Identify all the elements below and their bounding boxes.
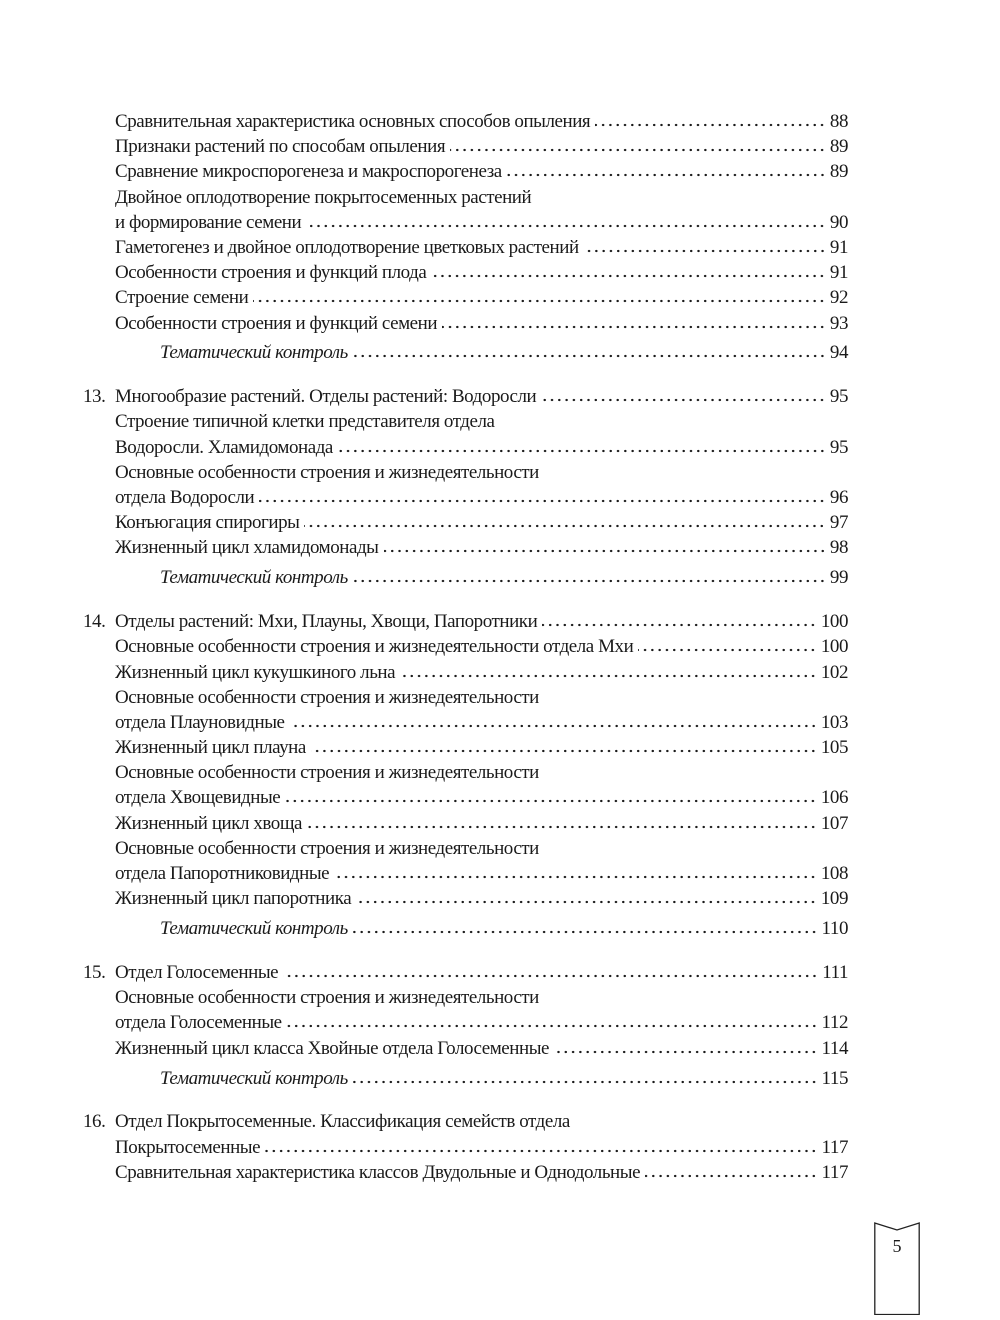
dot-leader	[353, 930, 818, 934]
toc-entry-title: Жизненный цикл кукушкиного льна	[115, 661, 396, 683]
dot-leader	[283, 974, 818, 978]
toc-page-number: 105	[820, 737, 848, 759]
toc-entry-line	[83, 1010, 848, 1035]
dot-leader	[554, 1050, 818, 1054]
toc-entry-line	[83, 685, 848, 710]
dot-leader	[353, 354, 826, 358]
toc-page-number: 97	[829, 512, 848, 534]
dot-leader	[338, 449, 826, 453]
dot-leader	[253, 299, 826, 303]
dot-leader	[541, 398, 826, 402]
toc-entry-line	[83, 409, 848, 434]
dot-leader	[384, 549, 826, 553]
dot-leader	[542, 623, 817, 627]
toc-entry-title: Основные особенности строения и жизнедеятельности	[115, 987, 539, 1009]
dot-leader	[304, 524, 825, 528]
toc-section	[83, 109, 848, 366]
toc-entry-title: и формирование семени	[115, 211, 302, 233]
section-number: 16.	[83, 1111, 106, 1133]
toc-entry-line	[83, 311, 848, 336]
toc-entry-title: Водоросли. Хламидомонада	[115, 436, 333, 458]
toc-entry-line	[83, 634, 848, 659]
toc-entry-title: отдела Водоросли	[115, 487, 255, 509]
toc-entry-title: Основные особенности строения и жизнедеятельности	[115, 461, 539, 483]
toc-entry-line	[83, 159, 848, 184]
toc-page-number: 98	[829, 537, 848, 559]
toc-entry-line	[83, 609, 848, 634]
toc-thematic-control	[83, 565, 848, 590]
toc-page-number: 100	[820, 611, 848, 633]
toc-entry-title: Жизненный цикл класса Хвойные отдела Голосеменные	[115, 1037, 550, 1059]
dot-leader	[311, 749, 817, 753]
toc-page-number: 90	[829, 211, 848, 233]
toc-page-number: 92	[829, 287, 848, 309]
toc-entry-title: Многообразие растений. Отделы растений: Водоросли	[115, 386, 537, 408]
toc-entry-line	[83, 535, 848, 560]
toc-entry-line	[83, 260, 848, 285]
toc-page-number: 117	[821, 1136, 848, 1158]
toc-entry-line	[83, 985, 848, 1010]
toc-page-number: 99	[829, 567, 848, 589]
toc-page-number: 91	[829, 236, 848, 258]
dot-leader	[584, 249, 826, 253]
toc-thematic-control	[83, 1066, 848, 1091]
toc-entry-title: Гаметогенез и двойное оплодотворение цветковых растений	[115, 236, 579, 258]
toc-entry-title: Основные особенности строения и жизнедеятельности	[115, 837, 539, 859]
toc-section	[83, 1109, 848, 1185]
toc-entry-title: Основные особенности строения и жизнедеятельности	[115, 762, 539, 784]
thematic-control-label: Тематический контроль	[160, 1067, 348, 1089]
toc-page-number: 89	[829, 136, 848, 158]
toc-page-number: 103	[820, 711, 848, 733]
toc-page-number: 108	[820, 863, 848, 885]
toc-entry-line	[83, 861, 848, 886]
toc-page-number: 95	[829, 436, 848, 458]
toc-section	[83, 609, 848, 941]
toc-page-number: 96	[829, 487, 848, 509]
toc-page-number: 95	[829, 386, 848, 408]
toc-page-number: 111	[822, 961, 848, 983]
toc-entry-line	[83, 710, 848, 735]
toc-entry-title: Двойное оплодотворение покрытосеменных растений	[115, 186, 532, 208]
toc-entry-line	[83, 460, 848, 485]
toc-entry-line	[83, 435, 848, 460]
toc-page-number: 89	[829, 161, 848, 183]
toc-entry-line	[83, 1036, 848, 1061]
toc-entry-line	[83, 185, 848, 210]
dot-leader	[306, 224, 826, 228]
toc-entry-title: отдела Папоротниковидные	[115, 863, 330, 885]
toc-entry-title: Конъюгация спирогиры	[115, 512, 300, 534]
dot-leader	[334, 875, 817, 879]
table-of-contents	[83, 109, 848, 1185]
toc-entry-line	[83, 735, 848, 760]
toc-entry-title: Жизненный цикл хвоща	[115, 812, 303, 834]
toc-entry-title: Покрытосеменные	[115, 1136, 261, 1158]
dot-leader	[265, 1149, 817, 1153]
toc-entry-title: отдела Плауновидные	[115, 711, 285, 733]
toc-entry-title: Отделы растений: Мхи, Плауны, Хвощи, Папоротники	[115, 611, 538, 633]
toc-entry-line	[83, 510, 848, 535]
toc-entry-title: отдела Голосеменные	[115, 1012, 282, 1034]
toc-page-number: 110	[821, 918, 848, 940]
dot-leader	[287, 1024, 818, 1028]
dot-leader	[400, 674, 817, 678]
dot-leader	[431, 274, 826, 278]
dot-leader	[290, 724, 817, 728]
toc-entry-title: Строение семени	[115, 287, 249, 309]
dot-leader	[307, 825, 817, 829]
toc-entry-title: Отдел Покрытосеменные. Классификация семейств отдела	[115, 1111, 570, 1133]
toc-page-number: 115	[821, 1067, 848, 1089]
toc-page-number: 100	[820, 636, 848, 658]
dot-leader	[645, 1174, 817, 1178]
toc-entry-line	[83, 960, 848, 985]
dot-leader	[259, 499, 826, 503]
toc-page-number: 93	[829, 312, 848, 334]
thematic-control-label: Тематический контроль	[160, 918, 348, 940]
toc-entry-line	[83, 886, 848, 911]
toc-entry-title: Жизненный цикл плауна	[115, 737, 306, 759]
toc-entry-line	[83, 811, 848, 836]
dot-leader	[353, 579, 826, 583]
toc-entry-line	[83, 785, 848, 810]
toc-page-number: 107	[820, 812, 848, 834]
page-number-tab	[874, 1222, 920, 1315]
toc-entry-line	[83, 134, 848, 159]
toc-entry-title: Основные особенности строения и жизнедеятельности	[115, 686, 539, 708]
toc-entry-line	[83, 210, 848, 235]
toc-entry-line	[83, 1135, 848, 1160]
toc-entry-line	[83, 660, 848, 685]
dot-leader	[507, 173, 826, 177]
toc-page-number: 106	[820, 787, 848, 809]
page-number: 5	[892, 1236, 902, 1256]
toc-page-number: 112	[821, 1012, 848, 1034]
toc-entry-title: Сравнительная характеристика основных способов опыления	[115, 111, 591, 132]
section-number: 14.	[83, 611, 106, 633]
dot-leader	[442, 325, 826, 329]
dot-leader	[285, 799, 817, 803]
toc-entry-title: Признаки растений по способам опыления	[115, 136, 446, 158]
toc-page-number: 91	[829, 262, 848, 284]
toc-entry-line	[83, 760, 848, 785]
toc-page-number: 109	[820, 888, 848, 910]
toc-entry-title: отдела Хвощевидные	[115, 787, 281, 809]
toc-entry-line	[83, 235, 848, 260]
toc-entry-title: Особенности строения и функций семени	[115, 312, 438, 334]
dot-leader	[353, 1080, 818, 1084]
thematic-control-label: Тематический контроль	[160, 342, 348, 364]
toc-entry-title: Сравнительная характеристика классов Двудольные и Однодольные	[115, 1161, 641, 1183]
toc-entry-title: Сравнение микроспорогенеза и макроспорогенеза	[115, 161, 502, 183]
toc-page-number: 114	[821, 1037, 848, 1059]
toc-entry-title: Отдел Голосеменные	[115, 961, 279, 983]
dot-leader	[595, 123, 826, 127]
toc-entry-title: Строение типичной клетки представителя отдела	[115, 411, 495, 433]
toc-entry-line	[83, 1109, 848, 1134]
section-number: 13.	[83, 386, 106, 408]
section-number: 15.	[83, 961, 106, 983]
toc-entry-line	[83, 1160, 848, 1185]
toc-page-number: 88	[829, 111, 848, 132]
toc-entry-title: Жизненный цикл хламидомонады	[115, 537, 379, 559]
toc-page-number: 102	[820, 661, 848, 683]
toc-entry-line	[83, 109, 848, 134]
toc-thematic-control	[83, 340, 848, 365]
toc-entry-title: Жизненный цикл папоротника	[115, 888, 352, 910]
toc-entry-line	[83, 485, 848, 510]
toc-section	[83, 384, 848, 590]
toc-entry-line	[83, 384, 848, 409]
toc-entry-line	[83, 836, 848, 861]
toc-entry-line	[83, 285, 848, 310]
toc-page-number: 94	[829, 342, 848, 364]
toc-entry-title: Основные особенности строения и жизнедеятельности отдела Мхи	[115, 636, 634, 658]
thematic-control-label: Тематический контроль	[160, 567, 348, 589]
toc-thematic-control	[83, 916, 848, 941]
toc-page-number: 117	[821, 1161, 848, 1183]
toc-section	[83, 960, 848, 1091]
dot-leader	[356, 900, 817, 904]
toc-entry-title: Особенности строения и функций плода	[115, 262, 427, 284]
dot-leader	[450, 148, 826, 152]
dot-leader	[638, 648, 817, 652]
